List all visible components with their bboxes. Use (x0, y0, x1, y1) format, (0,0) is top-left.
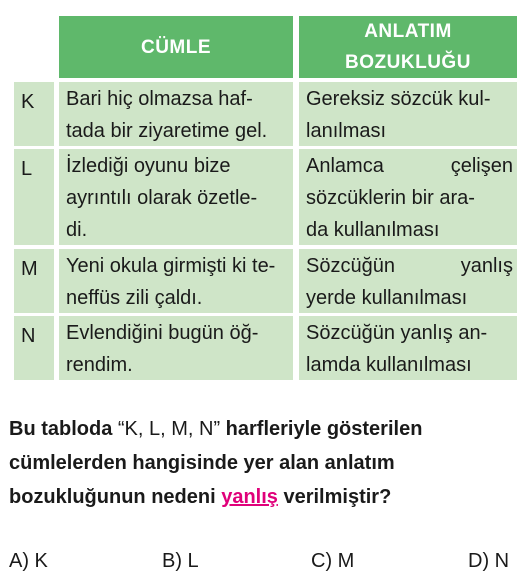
sentence-line: Bari hiç olmazsa haf- (66, 88, 253, 110)
header-flaw-line2: BOZUKLUĞU (345, 52, 471, 73)
row-sentence-l (59, 149, 293, 245)
question-emphasis: yanlış (221, 486, 278, 508)
row-flaw-k (299, 82, 517, 146)
flaw-line: Anlamca çelişen (306, 155, 513, 177)
answer-option-c[interactable]: C) M (311, 550, 355, 572)
sentence-line: di. (66, 219, 88, 241)
flaw-line: lanılması (306, 120, 387, 142)
row-letter-m (14, 249, 54, 313)
sentence-line: tada bir ziyaretime gel. (66, 120, 268, 142)
question-text (9, 412, 519, 514)
sentence-line: Yeni okula girmişti ki te- (66, 255, 276, 277)
flaw-line: yerde kullanılması (306, 287, 468, 309)
sentence-line: neffüs zili çaldı. (66, 287, 203, 309)
question-part3: verilmiştir? (277, 486, 392, 508)
row-flaw-l (299, 149, 517, 245)
header-sentence-label: CÜMLE (140, 36, 212, 58)
flaw-line: Gereksiz sözcük kul- (306, 88, 491, 110)
sentence-line: İzlediği oyunu bize (66, 155, 231, 177)
row-letter-label: M (21, 258, 38, 280)
flaw-line: lamda kullanılması (306, 354, 472, 376)
sentence-line: Evlendiğini bugün öğ- (66, 322, 259, 344)
sentence-line: ayrıntılı olarak özetle- (66, 187, 258, 209)
answer-option-b[interactable]: B) L (162, 550, 199, 572)
header-sentence (59, 16, 293, 78)
row-sentence-m (59, 249, 293, 313)
row-letter-label: N (21, 325, 36, 347)
flaw-line: da kullanılması (306, 219, 440, 241)
flaw-line: Sözcüğün yanlış (306, 255, 513, 277)
header-flaw-line1: ANLATIM (364, 21, 452, 42)
question-quoted-letters: “K, L, M, N” (117, 418, 221, 440)
row-sentence-n (59, 316, 293, 380)
row-flaw-n (299, 316, 517, 380)
question-part2: harfleriyle gösterilen cümlelerden hangisinde yer alan anlatım bozukluğunun nedeni (9, 418, 423, 508)
row-letter-k (14, 82, 54, 146)
row-letter-l (14, 149, 54, 245)
flaw-line: sözcüklerin bir ara- (306, 187, 475, 209)
row-letter-n (14, 316, 54, 380)
row-sentence-k (59, 82, 293, 146)
answer-option-a[interactable]: A) K (9, 550, 48, 572)
row-flaw-m (299, 249, 517, 313)
flaw-line: Sözcüğün yanlış an- (306, 322, 488, 344)
answer-option-d[interactable]: D) N (468, 550, 510, 572)
header-flaw (299, 16, 517, 78)
row-letter-label: L (21, 158, 33, 180)
sentence-line: rendim. (66, 354, 133, 376)
question-part1: Bu tabloda (9, 418, 118, 440)
row-letter-label: K (21, 91, 35, 113)
